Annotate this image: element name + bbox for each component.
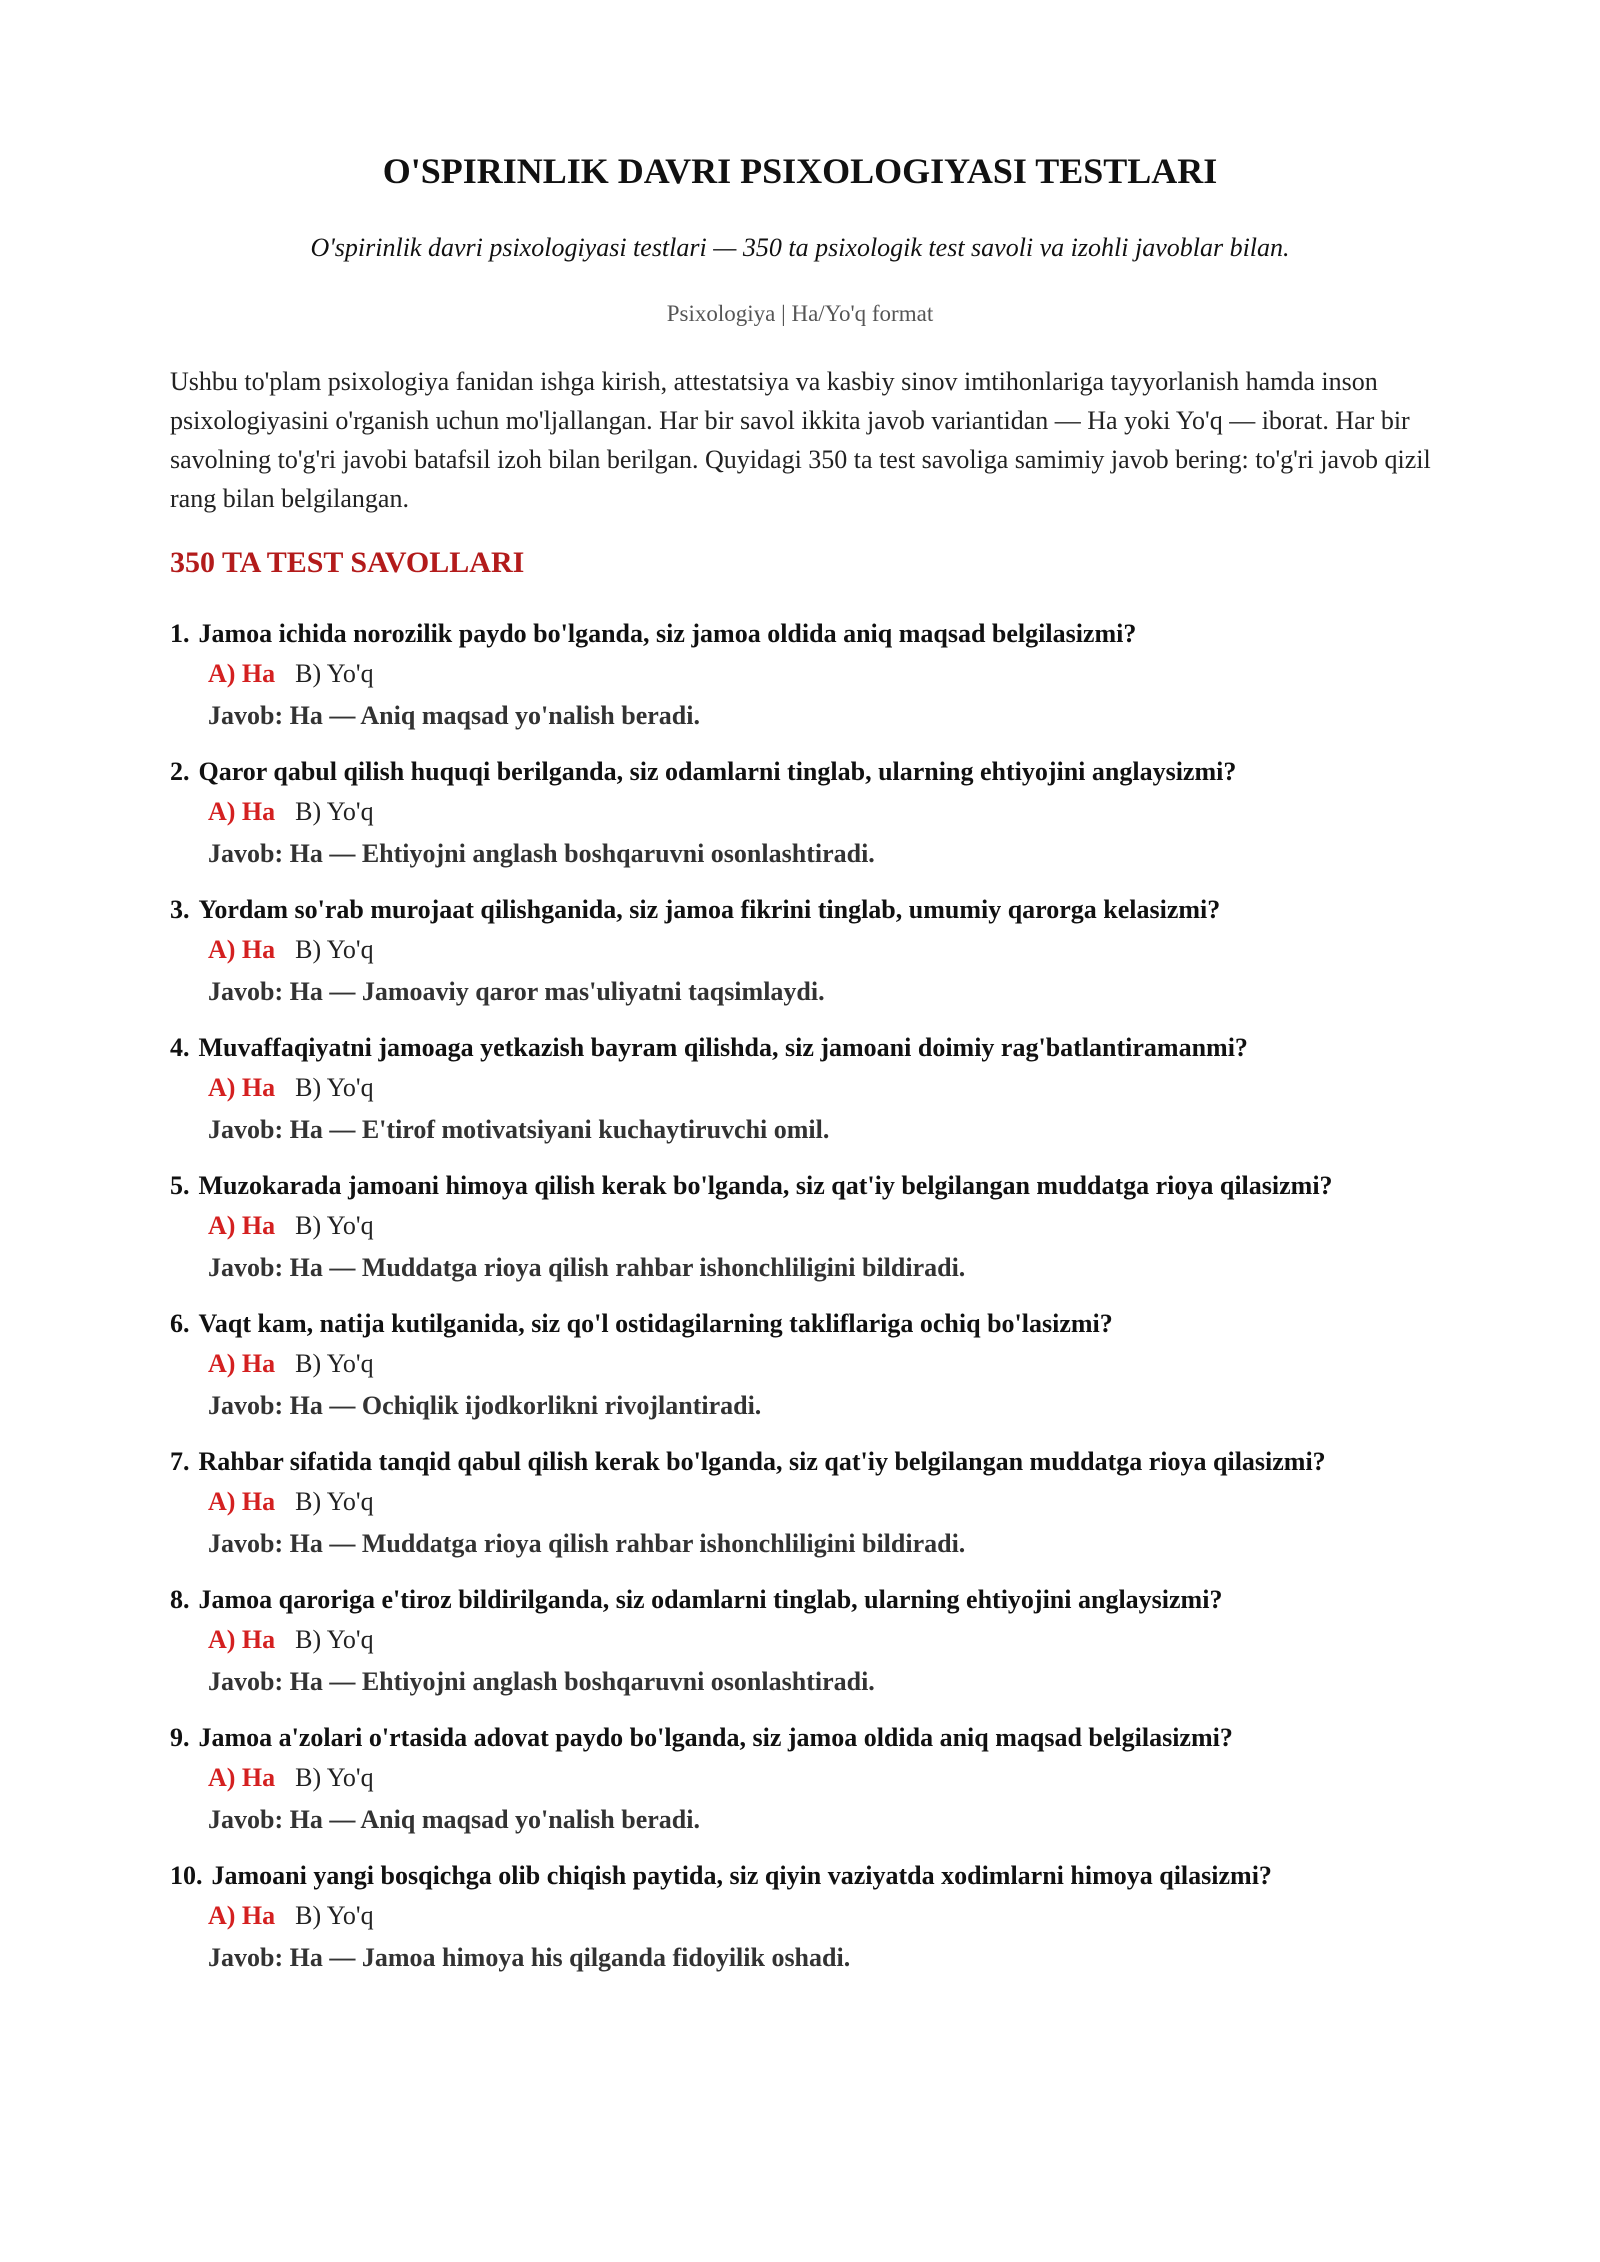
question-item [170, 1166, 1460, 1289]
option-b: B) Yo'q [295, 935, 374, 964]
question-label: Jamoa ichida norozilik paydo bo'lganda, siz jamoa oldida aniq maqsad belgilasizmi? [198, 619, 1137, 648]
option-b: B) Yo'q [295, 1763, 374, 1792]
option-b: B) Yo'q [295, 1487, 374, 1516]
question-item [170, 1028, 1460, 1151]
option-a: A) Ha [208, 1487, 276, 1516]
question-text [170, 614, 1460, 653]
answer-options [170, 929, 1460, 971]
question-number: 9. [170, 1723, 190, 1752]
option-b: B) Yo'q [295, 1625, 374, 1654]
option-a: A) Ha [208, 1073, 276, 1102]
option-b: B) Yo'q [295, 1901, 374, 1930]
answer-options [170, 1619, 1460, 1661]
question-number: 3. [170, 895, 190, 924]
answer-explanation: Javob: Ha — Ochiqlik ijodkorlikni rivojlantiradi. [208, 1391, 762, 1420]
option-b: B) Yo'q [295, 1073, 374, 1102]
option-a: A) Ha [208, 1901, 276, 1930]
question-number: 7. [170, 1447, 190, 1476]
question-number: 6. [170, 1309, 190, 1338]
option-b: B) Yo'q [295, 1211, 374, 1240]
question-item [170, 1304, 1460, 1427]
question-item [170, 1856, 1460, 1979]
question-number: 1. [170, 619, 190, 648]
option-a: A) Ha [208, 1349, 276, 1378]
questions-list [170, 614, 1460, 1994]
answer-options [170, 653, 1460, 695]
question-number: 2. [170, 757, 190, 786]
question-number: 5. [170, 1171, 190, 1200]
question-item [170, 1718, 1460, 1841]
question-label: Yordam so'rab murojaat qilishganida, siz jamoa fikrini tinglab, umumiy qarorga kelasizmi? [198, 895, 1221, 924]
option-a: A) Ha [208, 935, 276, 964]
option-a: A) Ha [208, 1625, 276, 1654]
question-number: 4. [170, 1033, 190, 1062]
question-text [170, 1304, 1460, 1343]
question-item [170, 752, 1460, 875]
question-label: Vaqt kam, natija kutilganida, siz qo'l ostidagilarning takliflariga ochiq bo'lasizmi? [198, 1309, 1113, 1338]
question-text [170, 1028, 1460, 1067]
answer-options [170, 791, 1460, 833]
question-text [170, 1580, 1460, 1619]
section-heading: 350 TA TEST SAVOLLARI [170, 546, 525, 579]
answer-explanation: Javob: Ha — Ehtiyojni anglash boshqaruvni osonlashtiradi. [208, 1667, 875, 1696]
answer-explanation: Javob: Ha — Aniq maqsad yo'nalish beradi. [208, 701, 700, 730]
question-item [170, 1442, 1460, 1565]
answer-options [170, 1757, 1460, 1799]
question-label: Jamoa qaroriga e'tiroz bildirilganda, siz odamlarni tinglab, ularning ehtiyojini anglaysizmi? [198, 1585, 1223, 1614]
answer-explanation: Javob: Ha — Ehtiyojni anglash boshqaruvni osonlashtiradi. [208, 839, 875, 868]
answer-explanation: Javob: Ha — Jamoaviy qaror mas'uliyatni taqsimlaydi. [208, 977, 825, 1006]
question-number: 8. [170, 1585, 190, 1614]
option-a: A) Ha [208, 1211, 276, 1240]
question-item [170, 614, 1460, 737]
answer-options [170, 1205, 1460, 1247]
question-label: Muvaffaqiyatni jamoaga yetkazish bayram qilishda, siz jamoani doimiy rag'batlantiramanmi? [198, 1033, 1248, 1062]
question-label: Rahbar sifatida tanqid qabul qilish kerak bo'lganda, siz qat'iy belgilangan muddatga rioya qilasizmi? [198, 1447, 1326, 1476]
option-a: A) Ha [208, 1763, 276, 1792]
option-a: A) Ha [208, 797, 276, 826]
answer-options [170, 1481, 1460, 1523]
option-a: A) Ha [208, 659, 276, 688]
answer-explanation: Javob: Ha — Jamoa himoya his qilganda fidoyilik oshadi. [208, 1943, 851, 1972]
question-text [170, 1442, 1460, 1481]
question-number: 10. [170, 1861, 203, 1890]
question-text [170, 1718, 1460, 1757]
question-item [170, 1580, 1460, 1703]
answer-options [170, 1067, 1460, 1109]
answer-options [170, 1895, 1460, 1937]
answer-explanation: Javob: Ha — Muddatga rioya qilish rahbar ishonchliligini bildiradi. [208, 1529, 966, 1558]
answer-explanation: Javob: Ha — Muddatga rioya qilish rahbar ishonchliligini bildiradi. [208, 1253, 966, 1282]
answer-explanation: Javob: Ha — Aniq maqsad yo'nalish beradi. [208, 1805, 700, 1834]
answer-explanation: Javob: Ha — E'tirof motivatsiyani kuchaytiruvchi omil. [208, 1115, 830, 1144]
option-b: B) Yo'q [295, 1349, 374, 1378]
question-text [170, 890, 1460, 929]
page-subtitle: O'spirinlik davri psixologiyasi testlari — 350 ta psixologik test savoli va izohli javoblar bilan. [310, 233, 1290, 262]
question-item [170, 890, 1460, 1013]
question-text [170, 1166, 1460, 1205]
question-text [170, 1856, 1460, 1895]
question-label: Muzokarada jamoani himoya qilish kerak bo'lganda, siz qat'iy belgilangan muddatga rioya qilasizmi? [198, 1171, 1333, 1200]
option-b: B) Yo'q [295, 797, 374, 826]
intro-paragraph: Ushbu to'plam psixologiya fanidan ishga kirish, attestatsiya va kasbiy sinov imtihonlariga tayyorlanish hamda inson psixologiyasini o'rganish uchun mo'ljallangan. Har bir savol ikkita javob variantidan — Ha yoki Yo'q — iborat. Har bir savolning to'g'ri javobi batafsil izoh bilan berilgan. Quyidagi 350 ta test savoliga samimiy javob bering: to'g'ri javob qizil rang bilan belgilangan. [170, 367, 1431, 513]
option-b: B) Yo'q [295, 659, 374, 688]
question-label: Jamoani yangi bosqichga olib chiqish paytida, siz qiyin vaziyatda xodimlarni himoya qilasizmi? [211, 1861, 1272, 1890]
question-label: Qaror qabul qilish huquqi berilganda, siz odamlarni tinglab, ularning ehtiyojini anglaysizmi? [198, 757, 1237, 786]
category-format-label: Psixologiya | Ha/Yo'q format [666, 301, 934, 326]
question-text [170, 752, 1460, 791]
page-title: O'SPIRINLIK DAVRI PSIXOLOGIYASI TESTLARI [382, 151, 1218, 191]
question-label: Jamoa a'zolari o'rtasida adovat paydo bo'lganda, siz jamoa oldida aniq maqsad belgilasizmi? [198, 1723, 1233, 1752]
answer-options [170, 1343, 1460, 1385]
